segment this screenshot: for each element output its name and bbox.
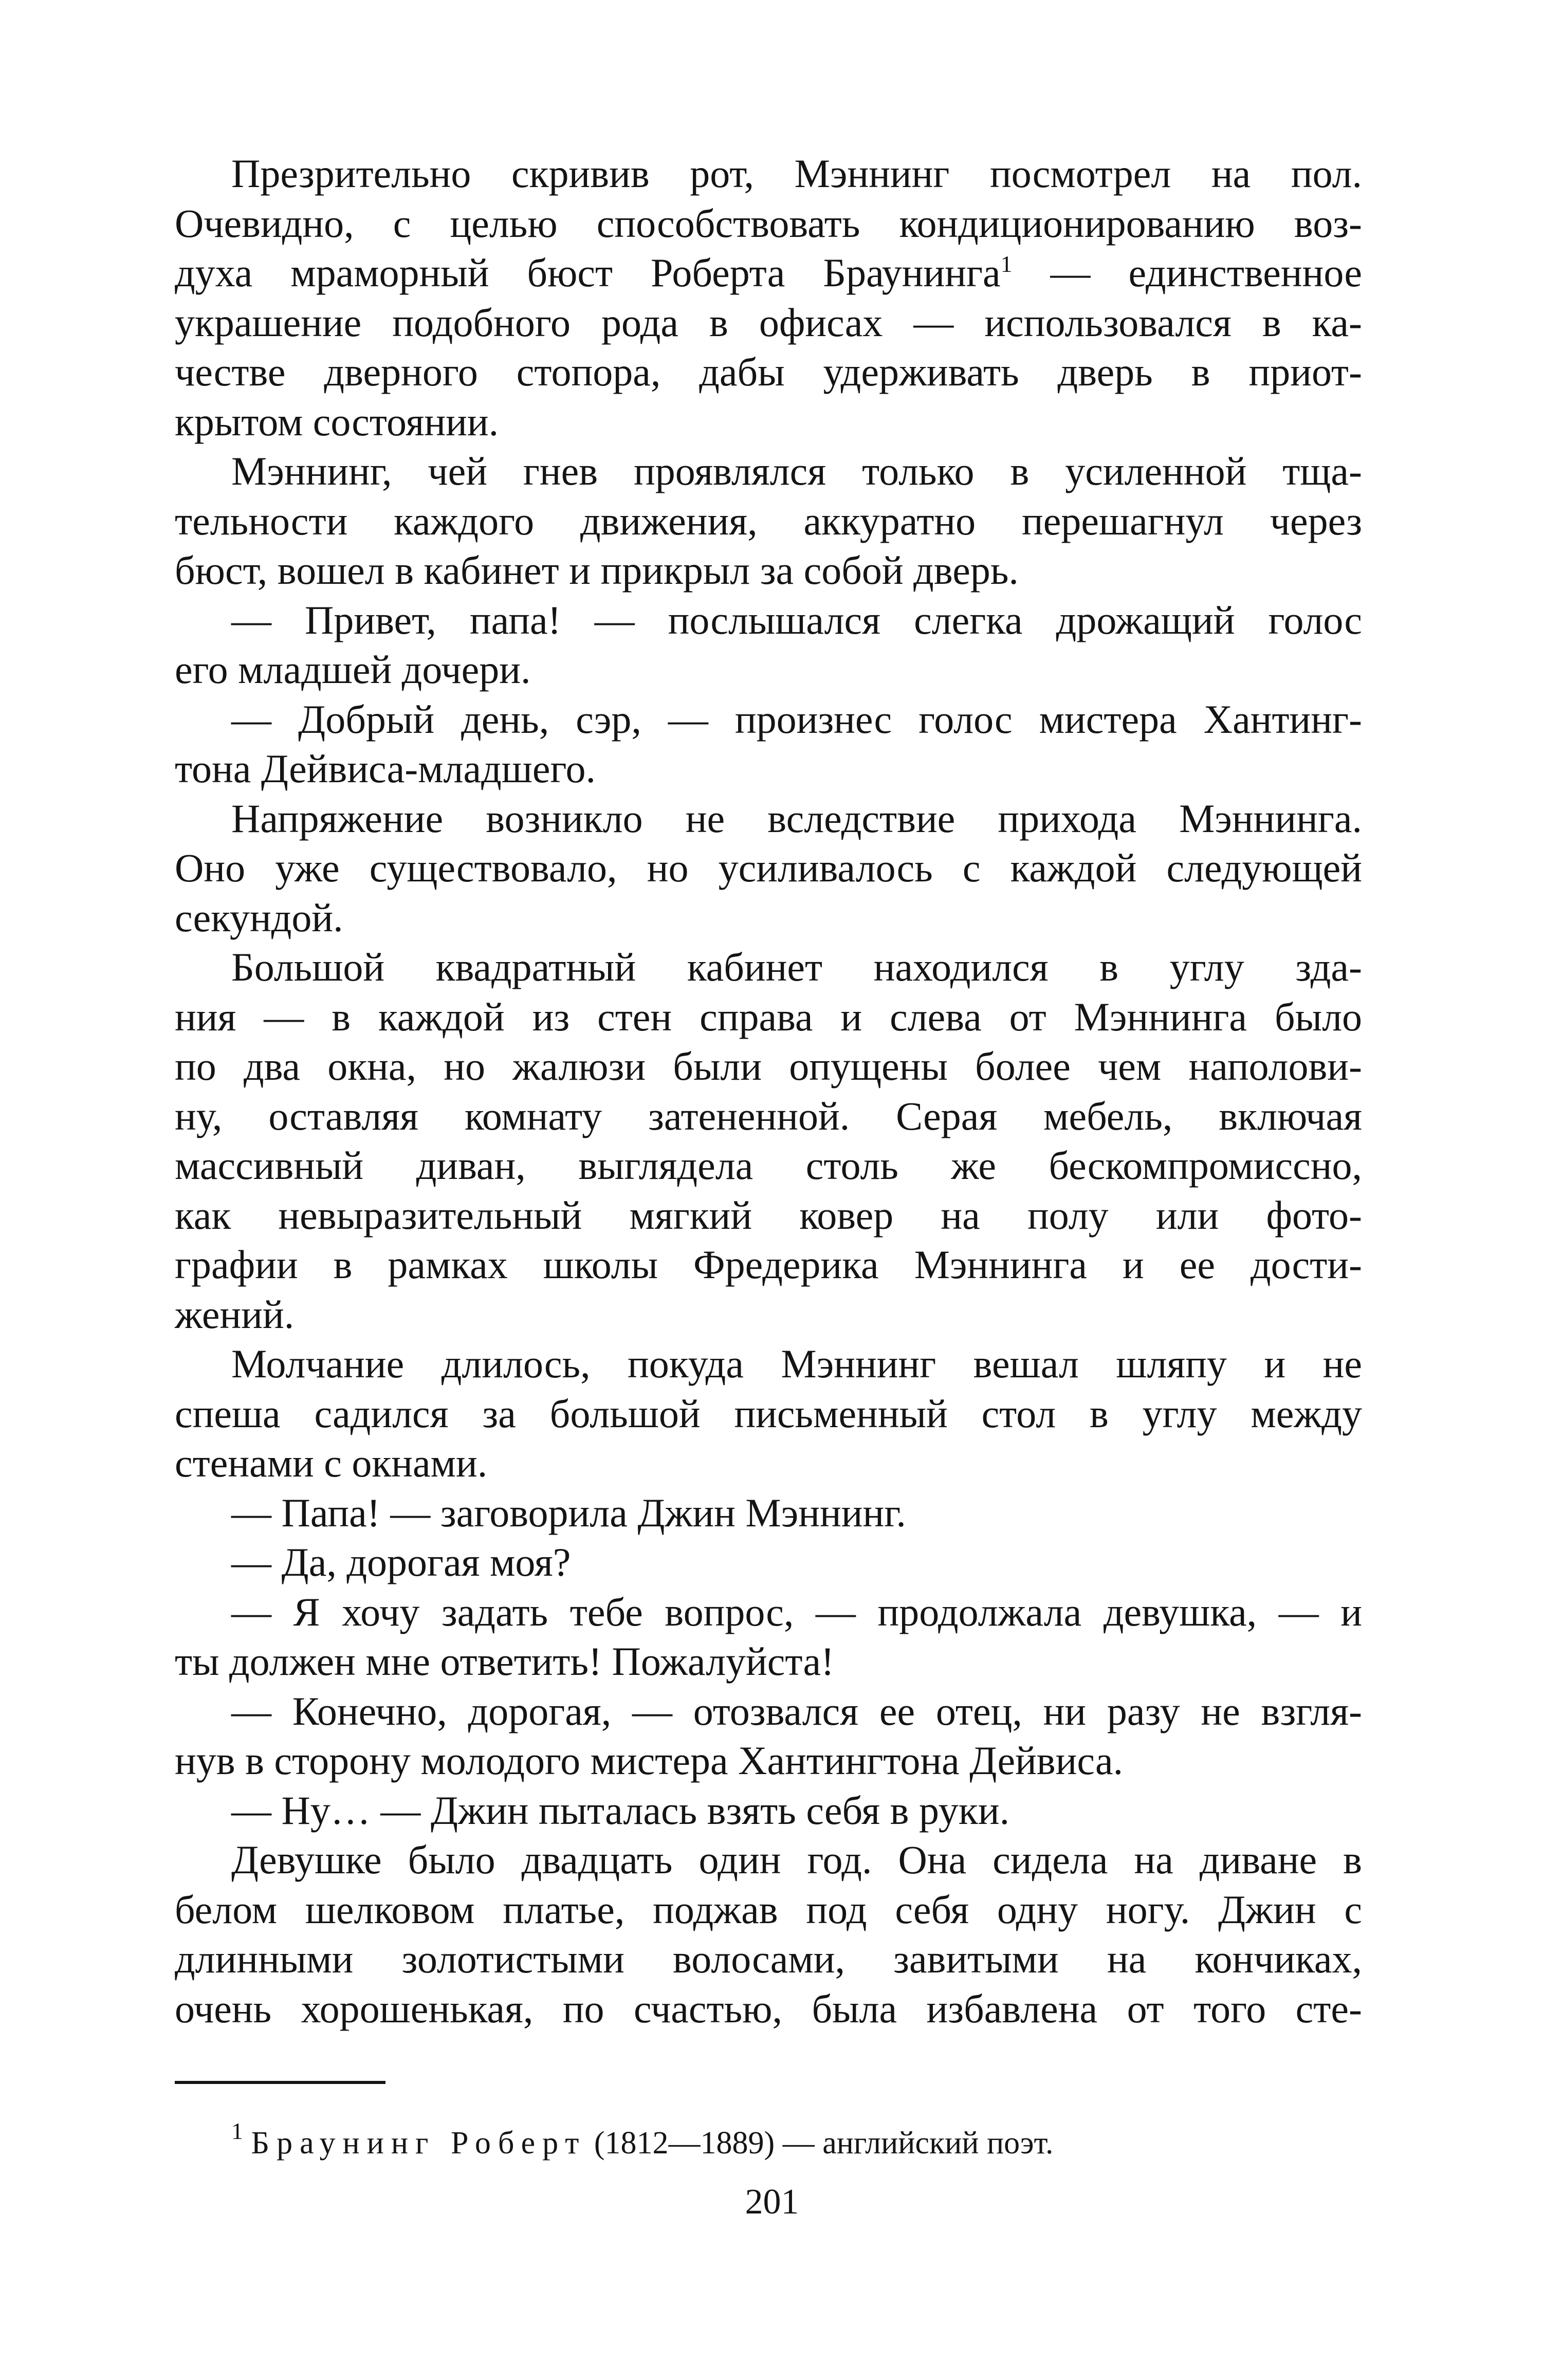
text-line: ния — в каждой из стен справа и слева от Мэннинга было bbox=[175, 994, 1362, 1039]
text-line: — Привет, папа! — послышался слегка дрожащий голос bbox=[231, 597, 1362, 642]
footnote-text: (1812—1889) — английский поэт. bbox=[586, 2126, 1054, 2161]
footnote bbox=[231, 2118, 1054, 2164]
text-line: его младшей дочери. bbox=[175, 647, 531, 692]
text-segment: — единственное bbox=[1012, 250, 1362, 295]
text-line: массивный диван, выглядела столь же бескомпромиссно, bbox=[175, 1143, 1362, 1188]
text-line: очень хорошенькая, по счастью, была избавлена от того сте- bbox=[175, 1986, 1362, 2031]
text-line: бюст, вошел в кабинет и прикрыл за собой дверь. bbox=[175, 548, 1019, 593]
text-line: — Добрый день, сэр, — произнес голос мистера Хантинг- bbox=[231, 696, 1362, 742]
text-line: тельности каждого движения, аккуратно перешагнул через bbox=[175, 498, 1362, 543]
text-line: Оно уже существовало, но усиливалось с каждой следующей bbox=[175, 845, 1362, 890]
footnote-divider bbox=[175, 2081, 385, 2084]
text-line: Молчание длилось, покуда Мэннинг вешал шляпу и не bbox=[231, 1341, 1362, 1386]
body-text bbox=[175, 149, 1362, 2034]
text-line: длинными золотистыми волосами, завитыми на кончиках, bbox=[175, 1936, 1362, 1981]
text-line: Презрительно скривив рот, Мэннинг посмотрел на пол. bbox=[231, 151, 1362, 196]
page-number: 201 bbox=[745, 2182, 799, 2222]
text-line: Очевидно, с целью способствовать кондиционированию воз- bbox=[175, 200, 1362, 246]
footnote-marker: 1 bbox=[231, 2118, 243, 2144]
text-line: как невыразительный мягкий ковер на полу или фото- bbox=[175, 1192, 1362, 1238]
text-line: крытом состоянии. bbox=[175, 399, 499, 444]
text-line: честве дверного стопора, дабы удерживать дверь в приот- bbox=[175, 349, 1362, 394]
text-line: секундой. bbox=[175, 895, 343, 940]
text-line: Большой квадратный кабинет находился в углу зда- bbox=[231, 945, 1362, 989]
text-line: по два окна, но жалюзи были опущены более чем наполови- bbox=[175, 1044, 1362, 1088]
text-line: ну, оставляя комнату затененной. Серая мебель, включая bbox=[175, 1093, 1362, 1138]
text-line: украшение подобного рода в офисах — использовался в ка- bbox=[175, 300, 1362, 345]
text-line: графии в рамках школы Фредерика Мэннинга и ее дости- bbox=[175, 1242, 1362, 1287]
text-line: жений. bbox=[175, 1292, 295, 1337]
footnote-reference: 1 bbox=[1000, 251, 1013, 277]
text-line: стенами с окнами. bbox=[175, 1441, 488, 1485]
text-line: — Да, дорогая моя? bbox=[231, 1540, 571, 1584]
text-line: тона Дейвиса-младшего. bbox=[175, 746, 596, 791]
text-line: — Ну… — Джин пыталась взять себя в руки. bbox=[231, 1787, 1010, 1833]
text-line: ты должен мне ответить! Пожалуйста! bbox=[175, 1639, 835, 1684]
text-line: нув в сторону молодого мистера Хантингтона Дейвиса. bbox=[175, 1738, 1124, 1783]
text-line: Мэннинг, чей гнев проявлялся только в усиленной тща- bbox=[231, 449, 1362, 493]
text-line: спеша садился за большой письменный стол в углу между bbox=[175, 1391, 1362, 1436]
text-line bbox=[175, 248, 1362, 298]
text-line: Девушке было двадцать один год. Она сидела на диване в bbox=[231, 1837, 1362, 1882]
text-segment: духа мраморный бюст Роберта Браунинга bbox=[175, 250, 1001, 295]
footnote-name: Браунинг Роберт bbox=[251, 2126, 586, 2161]
text-line: — Папа! — заговорила Джин Мэннинг. bbox=[231, 1490, 906, 1535]
text-line: Напряжение возникло не вследствие прихода Мэннинга. bbox=[231, 796, 1362, 841]
text-line: — Я хочу задать тебе вопрос, — продолжала девушка, — и bbox=[231, 1589, 1362, 1634]
text-line: белом шелковом платье, поджав под себя одну ногу. Джин с bbox=[175, 1887, 1362, 1932]
text-line: — Конечно, дорогая, — отозвался ее отец, ни разу не взгля- bbox=[231, 1688, 1362, 1733]
